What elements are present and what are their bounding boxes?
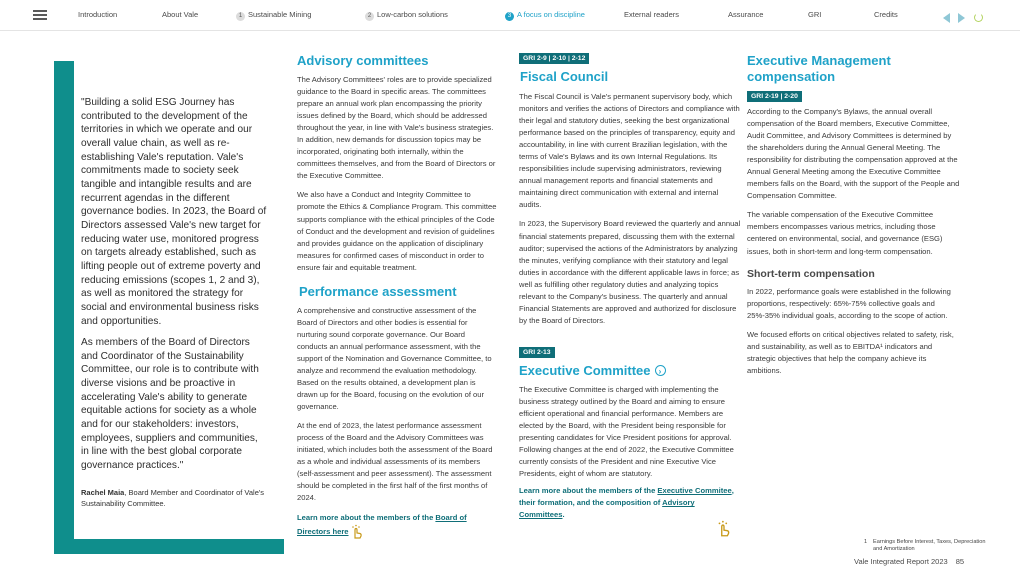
compensation-paragraph: The variable compensation of the Executive Committee members encompasses various metrics, including those centered on environmental, social, and governance (ESG) issues, both in short-term and long-term compensation.: [747, 210, 943, 256]
quote-paragraph: As members of the Board of Directors and Coordinator of the Sustainability Committee, our role is to contribute with diverse visions and be proactive in accelerating Vale's ability to generate equitable actions for society as a whole and for our stakeholders: investors, employees, suppliers and communities, in line with the best global corporate governance practices.": [81, 337, 259, 472]
chapter-number-badge: 1: [236, 12, 245, 21]
nav-external-readers[interactable]: External readers: [624, 10, 680, 19]
nav-gri[interactable]: GRI: [808, 10, 822, 19]
column-compensation: [747, 53, 962, 377]
performance-paragraph: At the end of 2023, the latest performance assessment process of the Board and the Advisory Committees was initiated, which includes both the assessment of the Board as a whole and individual assessments of its members (self-assessment and peer assessment). The assessment should be completed in the first half of the first months of 2024.: [297, 421, 493, 503]
nav-assurance[interactable]: Assurance: [728, 10, 764, 19]
quote-author: [81, 487, 271, 510]
page-controls: [943, 9, 987, 21]
compensation-paragraph: According to the Company's Bylaws, the annual overall compensation of the Board members, Executive Committee, Audit Committee, and Advisory Committees is determined by the shareholders during the Annual General Meeting. The responsibility for distributing the compensation approved at the Annual General Meeting among the Executive Committee members falls on the Board, with the support of the People and Compensation Committee.: [747, 107, 960, 201]
section-title-executive-committee: Executive Committee ›: [519, 363, 741, 379]
nav-about-vale[interactable]: About Vale: [162, 10, 199, 19]
executive-committee-link[interactable]: Learn more about the members of the Executive Commitee, their formation, and the composition of Advisory Committees.: [519, 486, 734, 520]
nav-credits[interactable]: Credits: [874, 10, 898, 19]
section-title-advisory: Advisory committees: [297, 53, 429, 68]
performance-paragraph: A comprehensive and constructive assessment of the Board of Directors and other bodies is essential for nurturing sound corporate governance. Our Board conducts an annual performance assessment, with the support of the Nomination and Governance Committee, to analyze and recommend the evaluation methodology. Based on the results obtained, a development plan is drawn up for the Board, focusing on the evolution of our governance.: [297, 305, 492, 412]
pull-quote: [81, 96, 267, 481]
report-name: Vale Integrated Report 2023: [854, 557, 948, 566]
column-councils: [519, 47, 741, 521]
gri-tag: GRI 2-9 | 2-10 | 2-12: [519, 53, 589, 64]
pointing-hand-icon: [715, 520, 733, 538]
section-title-executive-compensation: Executive Management compensation: [747, 53, 891, 84]
executive-paragraph: The Executive Committee is charged with implementing the business strategy outlined by the Board and aiming to ensure efficient operational and financial performance. Members are elected by the Board, with the President being responsible for presenting candidates for Vice President positions for approval. Following changes at the end of 2022, the Executive Committee currently consists of the President and nine Executive Vice Presidents, eight of whom are statutory.: [519, 384, 734, 479]
page-footer: [854, 557, 964, 566]
gri-tag: GRI 2-19 | 2-20: [747, 91, 802, 102]
menu-icon[interactable]: [33, 10, 47, 20]
nav-low-carbon-solutions[interactable]: 2 Low-carbon solutions: [365, 10, 448, 21]
return-icon[interactable]: [974, 13, 983, 22]
column-advisory: [297, 53, 497, 540]
fiscal-paragraph: In 2023, the Supervisory Board reviewed the quarterly and annual financial statements prepared, discussing them with the external auditor; supervised the actions of the Administrators by analyzing the minutes, verifying compliance with their statutory and legal duties in accordance with the different applicable laws in force; as well as fulfilling other regulatory duties and analyzing topics relevant to the Company's business. The quarterly and annual Financial Statements are approved and authorized for disclosure by the Board of Directors.: [519, 219, 741, 325]
short-term-paragraph: In 2022, performance goals were established in the following proportions, respectively: 65%-75% collective goals and 25%-35% individual goals, according to the scope of action.: [747, 286, 951, 320]
section-title-performance: Performance assessment: [299, 283, 457, 299]
footnote: [864, 539, 993, 553]
nav-a-focus-on-discipline[interactable]: 3 A focus on discipline: [505, 10, 585, 21]
nav-introduction[interactable]: Introduction: [78, 10, 118, 19]
author-role: , Board Member and Coordinator of Vale's Sustainability Committee.: [81, 488, 265, 509]
footnote-number: 1: [864, 539, 868, 545]
pointing-hand-icon: [349, 524, 365, 540]
gri-tag: GRI 2-13: [519, 347, 555, 358]
fiscal-paragraph: The Fiscal Council is Vale's permanent supervisory body, which monitors and verifies the actions of Directors and compliance with their legal and statutory duties, seeking the best organizational performance based on the principles of transparency, equity and accountability, in line with current Brazilian legislation, with the terms of Vale's Bylaws and its own Internal Regulations. Its responsibilities include supervising administrators, reviewing annual management reports and financial statements and maintaining direct communication with external and internal audits.: [519, 92, 740, 210]
top-navigation: [0, 0, 1020, 31]
advisory-paragraph: The Advisory Committees' roles are to provide specialized guidance to the Board in specific areas. The committees prepare an annual work plan encompassing the priority issues defined by the Board, which should be addressed throughout the year, in line with Vale's business strategies. In addition, new demands for discussion topics may be incorporated, originating both internally, within the committees themselves, and from the Board of Directors or the Executive Committee.: [297, 75, 496, 181]
board-members-link[interactable]: Learn more about the members of the Board of Directors here: [297, 512, 497, 540]
subsection-title-short-term: Short-term compensation: [747, 267, 875, 280]
chapter-number-badge: 3: [505, 12, 514, 21]
next-page-icon[interactable]: [958, 13, 965, 23]
page-number: 85: [955, 557, 965, 566]
advisory-paragraph: We also have a Conduct and Integrity Committee to promote the Ethics & Compliance Program. This committee supports compliance with the ethical principles of the Code of Conduct and the development and revision of guidelines and provides guidance on the application of disciplinary measures for confirmed cases of misconduct in order to ensure fair and equitable treatment.: [297, 190, 497, 272]
author-name: Rachel Maia: [81, 488, 125, 497]
arrow-circle-icon[interactable]: ›: [655, 365, 666, 376]
chapter-number-badge: 2: [365, 12, 374, 21]
short-term-paragraph: We focused efforts on critical objectives related to safety, risk, and sustainability, as well as to EBITDA¹ indicators and strategic objectives that help the company achieve its ambitions.: [747, 329, 954, 375]
footnote-text: Earnings Before Interest, Taxes, Depreciation and Amortization: [873, 539, 986, 552]
previous-page-icon[interactable]: [943, 13, 950, 23]
nav-sustainable-mining[interactable]: 1 Sustainable Mining: [236, 10, 311, 21]
quote-paragraph: "Building a solid ESG Journey has contributed to the development of the territories in which we operate and our overall value chain, as well as re-establishing Vale's reputation. Vale's commitments made to society seek tangible and intangible results and are recurrent agendas in the different governance bodies. In 2023, the Board of Directors assessed Vale's new target for reducing water use, monitored progress on targets already established, such as lifting people out of extreme poverty and reducing emissions (scopes 1, 2 and 3), as well as monitored the strategy for social and environmental business risks and opportunities.: [81, 97, 267, 327]
section-title-fiscal-council: Fiscal Council: [520, 69, 609, 84]
